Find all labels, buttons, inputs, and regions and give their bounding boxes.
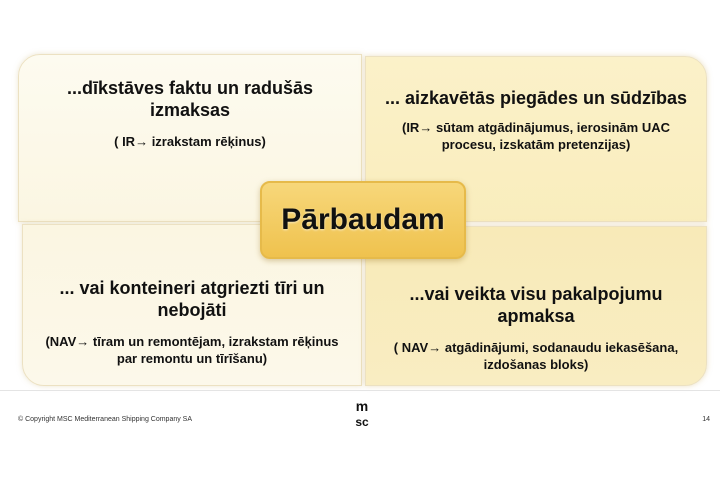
copyright-text: © Copyright MSC Mediterranean Shipping Company SA bbox=[18, 416, 193, 423]
quadrant-bottom-left-title: ... vai konteineri atgriezti tīri un nebojāti bbox=[59, 278, 325, 320]
detail-prefix: ( IR bbox=[114, 134, 136, 149]
detail-prefix: (IR bbox=[401, 120, 420, 135]
center-title: Pārbaudam bbox=[281, 203, 445, 236]
footer-divider bbox=[0, 390, 720, 391]
detail-prefix: (NAV bbox=[45, 334, 77, 349]
detail-text: tīram un remontējam, izrakstam rēķinus par remontu un tīrīšanu) bbox=[89, 334, 339, 366]
detail-text: sūtam atgādinājumus, ierosinām UAC procesu, izskatām pretenzijas) bbox=[432, 120, 670, 152]
arrow-icon: → bbox=[135, 134, 149, 149]
arrow-icon: → bbox=[76, 334, 90, 349]
quadrant-bottom-right-title: ...vai veikta visu pakalpojumu apmaksa bbox=[409, 284, 663, 326]
detail-prefix: ( NAV bbox=[393, 340, 429, 355]
detail-text: izrakstam rēķinus) bbox=[148, 134, 266, 149]
page-number: 14 bbox=[702, 416, 710, 423]
quadrant-bottom-left-detail bbox=[43, 333, 341, 367]
svg-text:sc: sc bbox=[355, 415, 369, 429]
arrow-icon: → bbox=[428, 340, 442, 355]
quadrant-top-right-title: ... aizkavētās piegādes un sūdzības bbox=[384, 88, 688, 108]
quadrant-top-left-detail bbox=[114, 133, 266, 150]
msc-logo-icon bbox=[344, 396, 380, 432]
detail-text: atgādinājumi, sodanaudu iekasēšana, izdošanas bloks) bbox=[441, 340, 679, 372]
arrow-icon: → bbox=[419, 120, 433, 135]
quadrant-top-left-title: ...dīkstāves faktu un radušās izmaksas bbox=[66, 78, 314, 120]
center-badge bbox=[260, 181, 466, 259]
quadrant-top-right-detail bbox=[386, 119, 686, 153]
svg-text:m: m bbox=[355, 398, 369, 414]
quadrant-bottom-right-detail bbox=[386, 339, 686, 373]
